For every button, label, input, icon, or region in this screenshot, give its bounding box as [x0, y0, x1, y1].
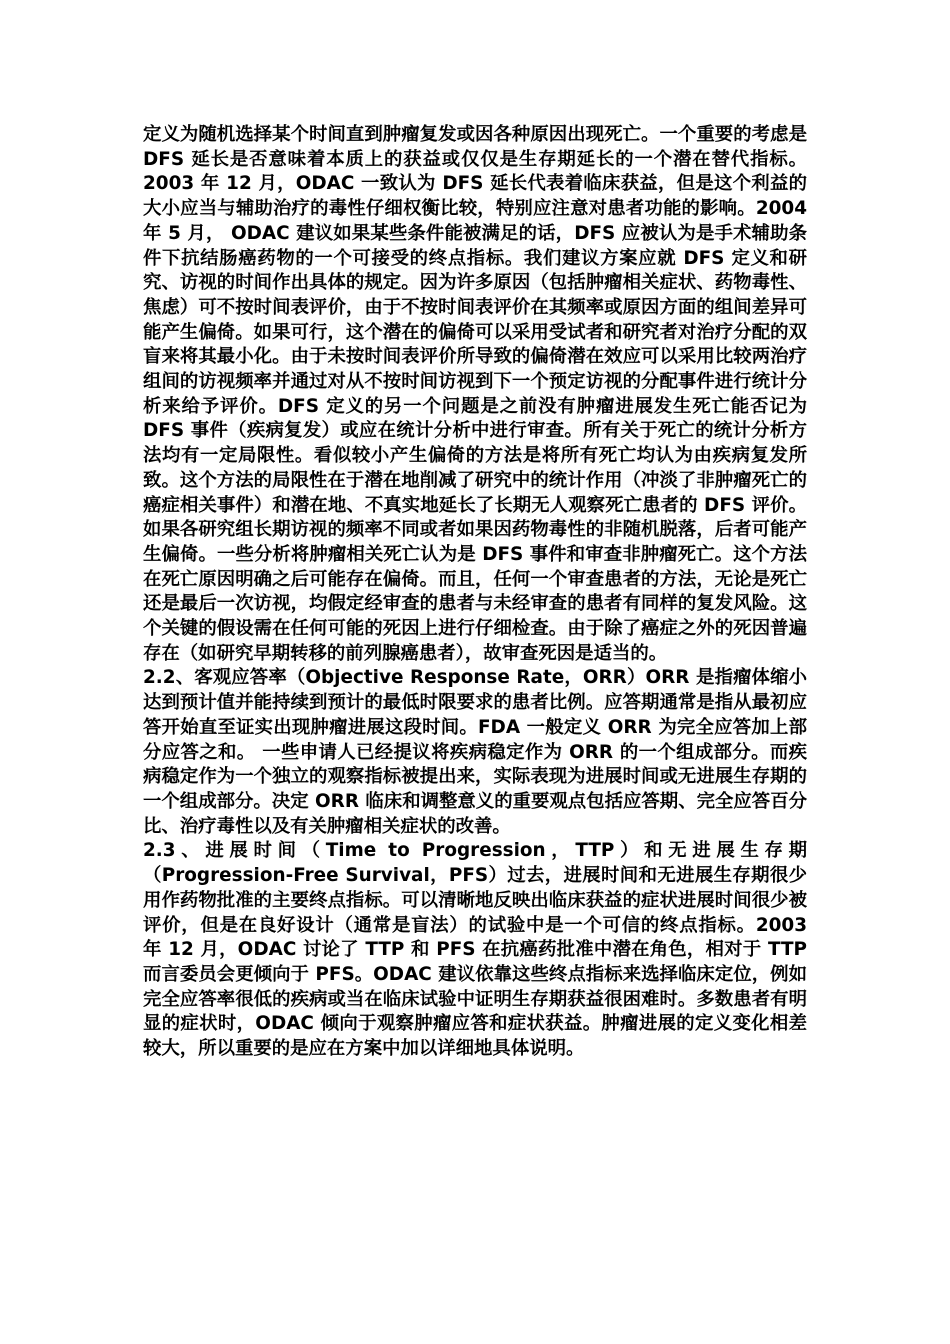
paragraph-objective-response-rate: 2.2、客观应答率（Objective Response Rate，ORR）ORR 是指瘤体缩小达到预计值并能持续到预计的最低时限要求的患者比例。应答期通常是指从最初应答开始直至证实出现肿瘤进展这段时间。FDA 一般定义 ORR 为完全应答加上部分应答之和。 一些申请人已经提议将疾病稳定作为 ORR 的一个组成部分。而疾病稳定作为一个独立的观察指标被提出来，实际表现为进展时间或无进展生存期的一个组成部分。决定 ORR 临床和调整意义的重要观点包括应答期、完全应答百分比、治疗毒性以及有关肿瘤相关症状的改善。 — [143, 667, 807, 837]
paragraph-time-to-progression: 2.3、进展时间（Time to Progression，TTP）和无进展生存期（Progression-Free Survival，PFS）过去，进展时间和无进展生存期很少用作药物批准的主要终点指标。可以清晰地反映出临床获益的症状进展时间很少被评价，但是在良好设计（通常是盲法）的试验中是一个可信的终点指标。2003 年 12 月，ODAC 讨论了 TTP 和 PFS 在抗癌药批准中潜在角色，相对于 TTP 而言委员会更倾向于 PFS。ODAC 建议依靠这些终点指标来选择临床定位，例如完全应答率很低的疾病或当在临床试验中证明生存期获益很困难时。多数患者有明显的症状时，ODAC 倾向于观察肿瘤应答和症状获益。肿瘤进展的定义变化相差较大，所以重要的是应在方案中加以详细地具体说明。 — [143, 840, 807, 1060]
document-page — [143, 123, 807, 1062]
paragraph-dfs-definition: 定义为随机选择某个时间直到肿瘤复发或因各种原因出现死亡。一个重要的考虑是 DFS 延长是否意味着本质上的获益或仅仅是生存期延长的一个潜在替代指标。2003 年 12 月，ODAC 一致认为 DFS 延长代表着临床获益，但是这个利益的大小应当与辅助治疗的毒性仔细权衡比较，特别应注意对患者功能的影响。2004 年 5 月， ODAC 建议如果某些条件能被满足的话，DFS 应被认为是手术辅助条件下抗结肠癌药物的一个可接受的终点指标。我们建议方案应就 DFS 定义和研究、访视的时间作出具体的规定。因为许多原因（包括肿瘤相关症状、药物毒性、焦虑）可不按时间表评价，由于不按时间表评价在其频率或原因方面的组间差异可能产生偏倚。如果可行，这个潜在的偏倚可以采用受试者和研究者对治疗分配的双盲来将其最小化。由于未按时间表评价所导致的偏倚潜在效应可以采用比较两治疗组间的访视频率并通过对从不按时间访视到下一个预定访视的分配事件进行统计分析来给予评价。DFS 定义的另一个问题是之前没有肿瘤进展发生死亡能否记为 DFS 事件（疾病复发）或应在统计分析中进行审查。所有关于死亡的统计分析方法均有一定局限性。看似较小产生偏倚的方法是将所有死亡均认为由疾病复发所致。这个方法的局限性在于潜在地削减了研究中的统计作用（冲淡了非肿瘤死亡的癌症相关事件）和潜在地、不真实地延长了长期无人观察死亡患者的 DFS 评价。如果各研究组长期访视的频率不同或者如果因药物毒性的非随机脱落，后者可能产生偏倚。一些分析将肿瘤相关死亡认为是 DFS 事件和审查非肿瘤死亡。这个方法在死亡原因明确之后可能存在偏倚。而且，任何一个审查患者的方法，无论是死亡还是最后一次访视，均假定经审查的患者与未经审查的患者有同样的复发风险。这个关键的假设需在任何可能的死因上进行仔细检查。由于除了癌症之外的死因普遍存在（如研究早期转移的前列腺癌患者），故审查死因是适当的。 — [143, 124, 807, 664]
